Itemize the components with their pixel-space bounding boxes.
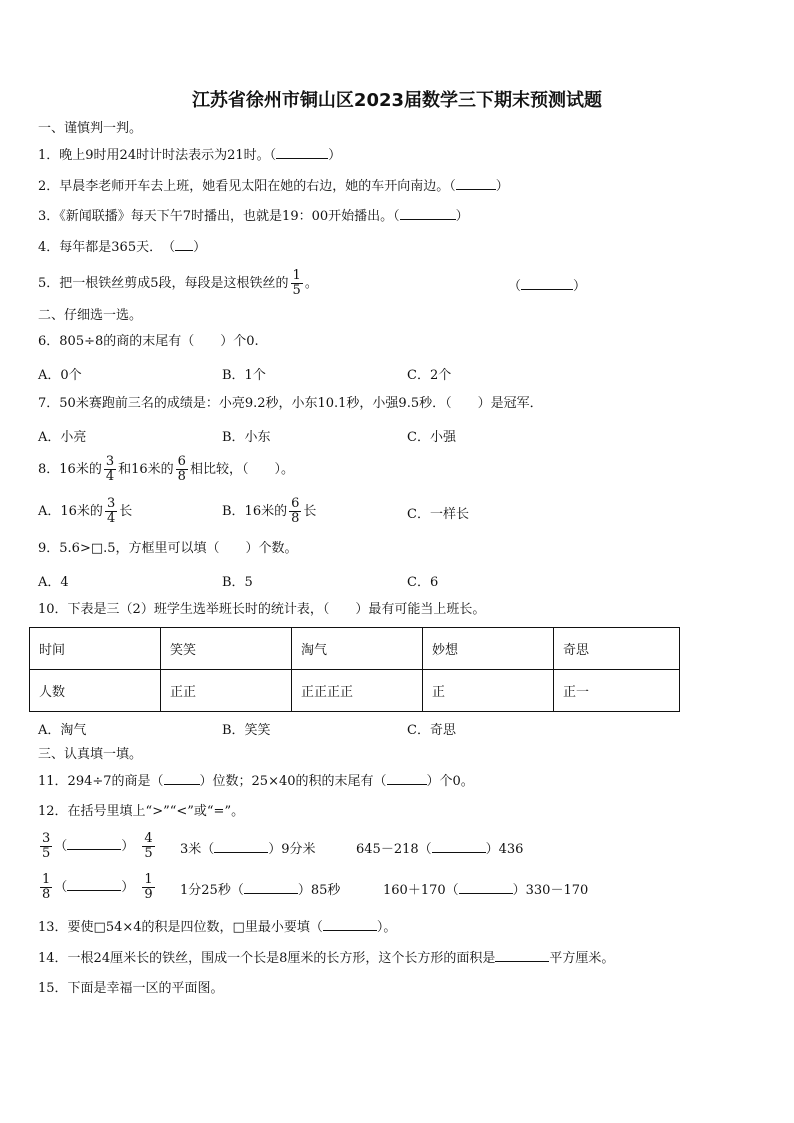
answer-blank[interactable] xyxy=(276,146,328,159)
option-b[interactable]: B．16米的 $\frac{6}{8}$ 长 xyxy=(222,496,317,526)
compare-item: 3米（ ）9分米 xyxy=(180,842,316,857)
table-cell: 正正 xyxy=(161,670,292,712)
answer-blank[interactable] xyxy=(387,772,427,785)
question-15: 15．下面是幸福一区的平面图。 xyxy=(38,981,224,996)
answer-blank[interactable] xyxy=(323,918,377,931)
answer-blank[interactable] xyxy=(400,207,456,220)
section-2-heading: 二、仔细选一选。 xyxy=(38,308,143,323)
question-13: 13．要使□54×4的积是四位数，□里最小要填（ ）。 xyxy=(38,920,397,935)
fraction: $\frac{1}{5}$ xyxy=(292,268,301,298)
compare-item: 160＋170（ ）330－170 xyxy=(383,883,589,898)
option-a[interactable]: A．小亮 xyxy=(38,430,87,445)
fraction: $\frac{1}{8}$ xyxy=(42,872,51,902)
answer-blank[interactable] xyxy=(432,840,486,853)
option-b[interactable]: B．5 xyxy=(222,575,253,590)
option-b[interactable]: B．笑笑 xyxy=(222,723,271,738)
fraction: $\frac{3}{4}$ xyxy=(105,454,115,484)
answer-blank[interactable] xyxy=(521,277,573,290)
option-c[interactable]: C．奇思 xyxy=(407,723,456,738)
fraction: $\frac{6}{8}$ xyxy=(177,454,186,484)
answer-blank[interactable] xyxy=(495,949,549,962)
question-4: 4．每年都是365天． （ ） xyxy=(38,240,207,255)
question-5-answer: （ ） xyxy=(508,279,587,294)
answer-blank[interactable] xyxy=(164,772,200,785)
table-cell: 淘气 xyxy=(292,628,423,670)
fraction: $\frac{6}{8}$ xyxy=(291,496,300,526)
question-8: 8．16米的 $\frac{3}{4}$ 和16米的 $\frac{6}{8}$ 相比较，（ ）。 xyxy=(38,454,294,484)
table-cell: 笑笑 xyxy=(161,628,292,670)
table-cell: 正正正正 xyxy=(292,670,423,712)
fraction: $\frac{3}{4}$ xyxy=(106,496,116,526)
option-c[interactable]: C．6 xyxy=(407,575,439,590)
question-11: 11．294÷7的商是（ ）位数；25×40的积的末尾有（ ）个0。 xyxy=(38,774,474,789)
table-cell: 时间 xyxy=(30,628,161,670)
option-a[interactable]: A．0个 xyxy=(38,368,82,383)
question-1: 1．晚上9时用24时计时法表示为21时。（ ） xyxy=(38,148,342,163)
question-7: 7．50米赛跑前三名的成绩是：小亮9.2秒，小东10.1秒，小强9.5秒．（ ）是冠军． xyxy=(38,396,543,411)
compare-row-1: $\frac{3}{5}$ （ ） $\frac{4}{5}$ xyxy=(42,831,153,861)
option-c[interactable]: C．小强 xyxy=(407,430,456,445)
answer-blank[interactable] xyxy=(67,837,121,850)
question-10: 10．下表是三（2）班学生选举班长时的统计表，（ ）最有可能当上班长。 xyxy=(38,602,486,617)
fraction: $\frac{1}{9}$ xyxy=(144,872,153,902)
option-a[interactable]: A．4 xyxy=(38,575,69,590)
table-row xyxy=(30,670,680,712)
answer-blank[interactable] xyxy=(67,878,121,891)
answer-blank[interactable] xyxy=(456,177,496,190)
question-6: 6．805÷8的商的末尾有（ ）个0. xyxy=(38,334,259,349)
option-a[interactable]: A．淘气 xyxy=(38,723,87,738)
compare-item: 645－218（ ）436 xyxy=(356,842,524,857)
table-cell: 正 xyxy=(423,670,554,712)
fraction: $\frac{3}{5}$ xyxy=(42,831,51,861)
option-c[interactable]: C．2个 xyxy=(407,368,452,383)
compare-item: 1分25秒（ ）85秒 xyxy=(180,883,341,898)
answer-blank[interactable] xyxy=(459,881,513,894)
option-b[interactable]: B．小东 xyxy=(222,430,271,445)
question-9: 9．5.6>□.5，方框里可以填（ ）个数。 xyxy=(38,541,298,556)
option-c[interactable]: C．一样长 xyxy=(407,507,469,522)
question-5: 5．把一根铁丝剪成5段，每段是这根铁丝的 $\frac{1}{5}$ 。 xyxy=(38,268,318,298)
answer-blank[interactable] xyxy=(175,238,193,251)
answer-blank[interactable] xyxy=(214,840,268,853)
table-cell: 正一 xyxy=(554,670,680,712)
table-row xyxy=(30,628,680,670)
question-2: 2．早晨李老师开车去上班，她看见太阳在她的右边，她的车开向南边。（ ） xyxy=(38,179,509,194)
question-12: 12．在括号里填上“>”“<”或“=”。 xyxy=(38,804,245,819)
question-3: 3．《新闻联播》每天下午7时播出，也就是19：00开始播出。（ ） xyxy=(38,209,469,224)
compare-row-2: $\frac{1}{8}$ （ ） $\frac{1}{9}$ xyxy=(42,872,153,902)
table-cell: 奇思 xyxy=(554,628,680,670)
answer-blank[interactable] xyxy=(244,881,298,894)
question-14: 14．一根24厘米长的铁丝，围成一个长是8厘米的长方形，这个长方形的面积是 平方厘米。 xyxy=(38,951,615,966)
page-title: 江苏省徐州市铜山区2023届数学三下期末预测试题 xyxy=(191,90,603,111)
table-cell: 妙想 xyxy=(423,628,554,670)
option-b[interactable]: B．1个 xyxy=(222,368,266,383)
section-1-heading: 一、谨慎判一判。 xyxy=(38,121,143,136)
table-cell: 人数 xyxy=(30,670,161,712)
vote-table xyxy=(29,627,680,712)
option-a[interactable]: A．16米的 $\frac{3}{4}$ 长 xyxy=(38,496,133,526)
fraction: $\frac{4}{5}$ xyxy=(144,831,153,861)
section-3-heading: 三、认真填一填。 xyxy=(38,747,143,762)
